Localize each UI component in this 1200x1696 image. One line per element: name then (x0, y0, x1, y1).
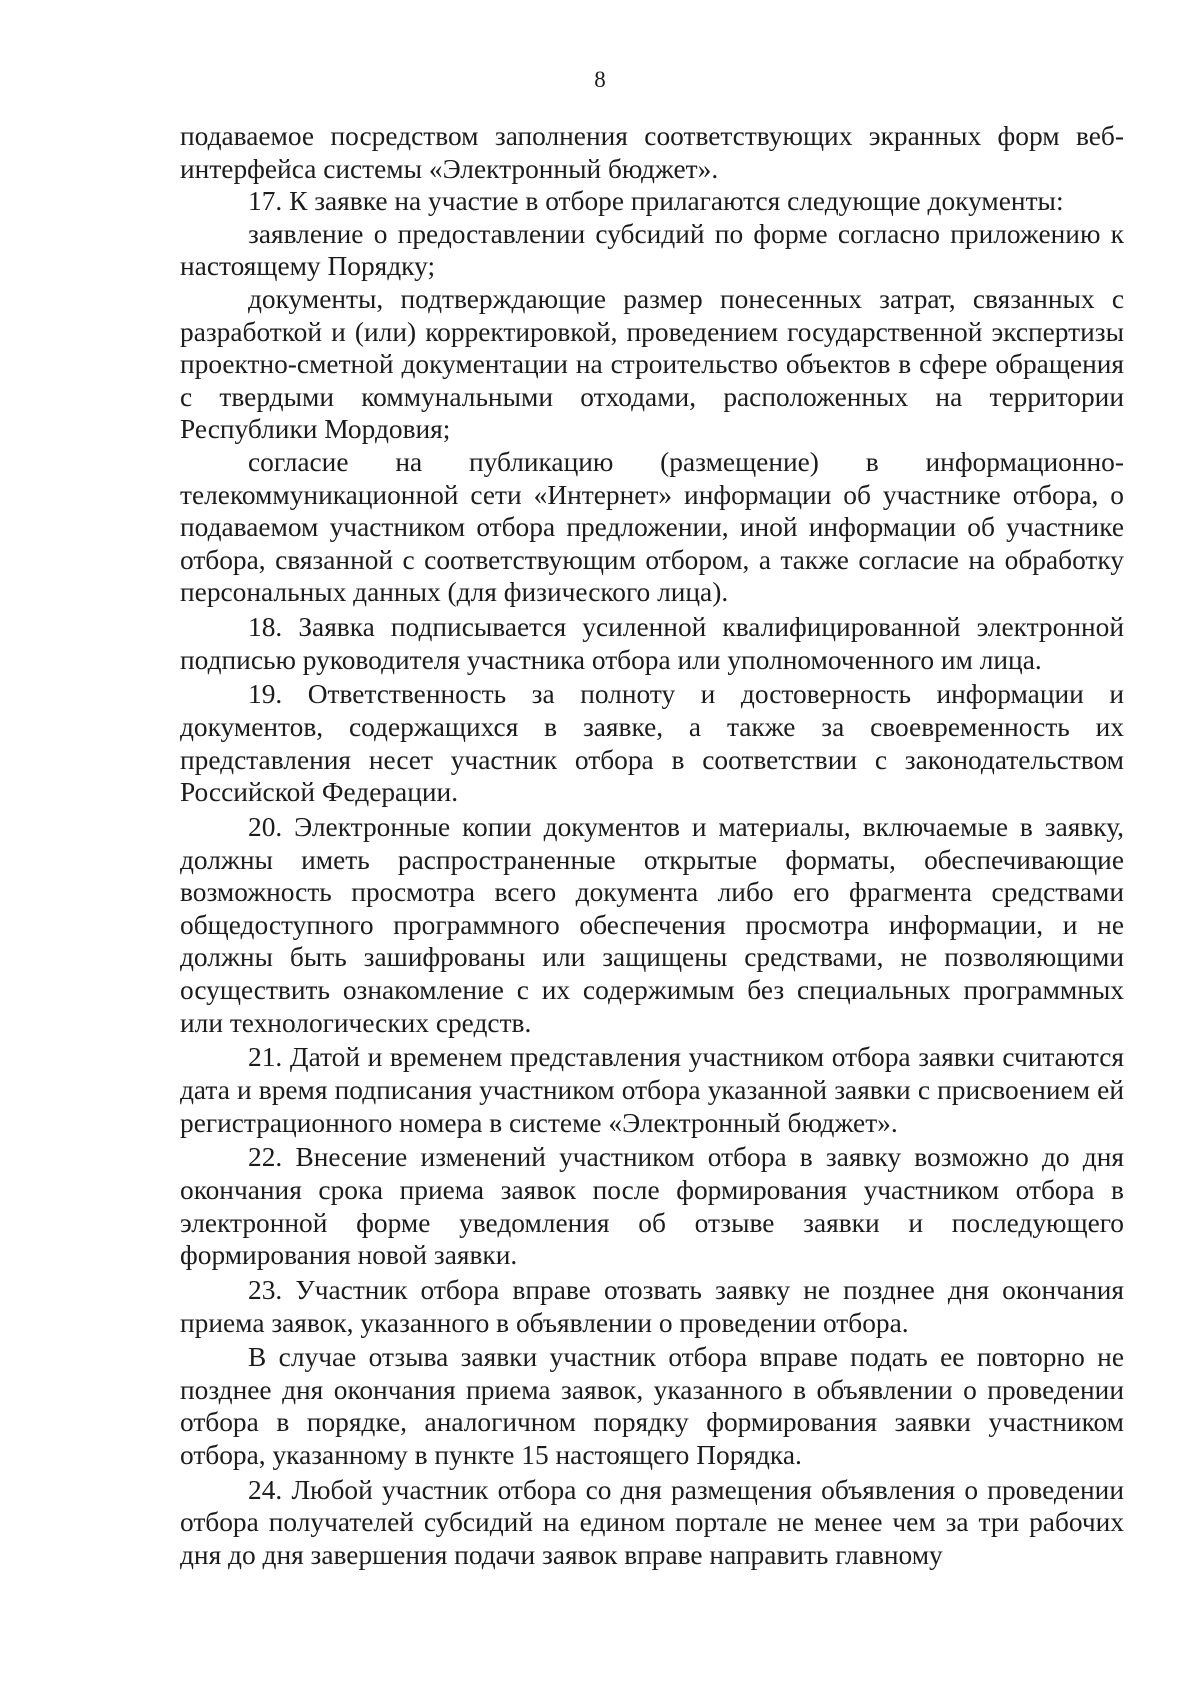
paragraph-24: 24. Любой участник отбора со дня размещения объявления о проведении отбора получателей субсидий на едином портале не менее чем за три рабочих дня до дня завершения подачи заявок вправе направить главному (180, 1474, 1124, 1571)
paragraph-20: 20. Электронные копии документов и материалы, включаемые в заявку, должны иметь распространенные открытые форматы, обеспечивающие возможность просмотра всего документа либо его фрагмента средствами общедоступного программного обеспечения просмотра информации, и не должны быть зашифрованы или защищены средствами, не позволяющими осуществить ознакомление с их содержимым без специальных программных или технологических средств. (180, 812, 1124, 1038)
paragraph-19: 19. Ответственность за полноту и достоверность информации и документов, содержащихся в заявке, а также за своевременность их представления несет участник отбора в соответствии с законодательством Российской Федерации. (180, 679, 1124, 808)
page-number: 8 (594, 67, 606, 92)
paragraph-publication-consent: согласие на публикацию (размещение) в информационно-телекоммуникационной сети «Интернет» информации об участнике отбора, о подаваемом участником отбора предложении, иной информации об участнике отбора, связанной с соответствующим отбором, а также согласие на обработку персональных данных (для физического лица). (180, 446, 1124, 608)
paragraph-continuation: подаваемое посредством заполнения соответствующих экранных форм веб-интерфейса системы «Электронный бюджет». (180, 121, 1124, 184)
paragraph-21: 21. Датой и временем представления участником отбора заявки считаются дата и время подписания участником отбора указанной заявки с присвоением ей регистрационного номера в системе «Электронный бюджет». (180, 1042, 1124, 1138)
paragraph-application-statement: заявление о предоставлении субсидий по форме согласно приложению к настоящему Порядку; (180, 218, 1124, 282)
paragraph-18: 18. Заявка подписывается усиленной квалифицированной электронной подписью руководителя участника отбора или уполномоченного им лица. (180, 612, 1124, 675)
paragraph-cost-documents: документы, подтверждающие размер понесенных затрат, связанных с разработкой и (или) корректировкой, проведением государственной экспертизы проектно-сметной документации на строительство объектов в сфере обращения с твердыми коммунальными отходами, расположенных на территории Республики Мордовия; (180, 283, 1124, 445)
paragraph-withdrawal: В случае отзыва заявки участник отбора вправе подать ее повторно не позднее дня окончания приема заявок, указанного в объявлении о проведении отбора в порядке, аналогичном порядку формирования заявки участником отбора, указанному в пункте 15 настоящего Порядка. (180, 1342, 1124, 1471)
paragraph-23: 23. Участник отбора вправе отозвать заявку не позднее дня окончания приема заявок, указанного в объявлении о проведении отбора. (180, 1274, 1124, 1338)
document-body (180, 120, 1124, 1572)
paragraph-17: 17. К заявке на участие в отборе прилагаются следующие документы: (248, 186, 1064, 217)
paragraph-22: 22. Внесение изменений участником отбора в заявку возможно до дня окончания срока приема заявок после формирования участником отбора в электронной форме уведомления об отзыве заявки и последующего формирования новой заявки. (180, 1142, 1124, 1271)
